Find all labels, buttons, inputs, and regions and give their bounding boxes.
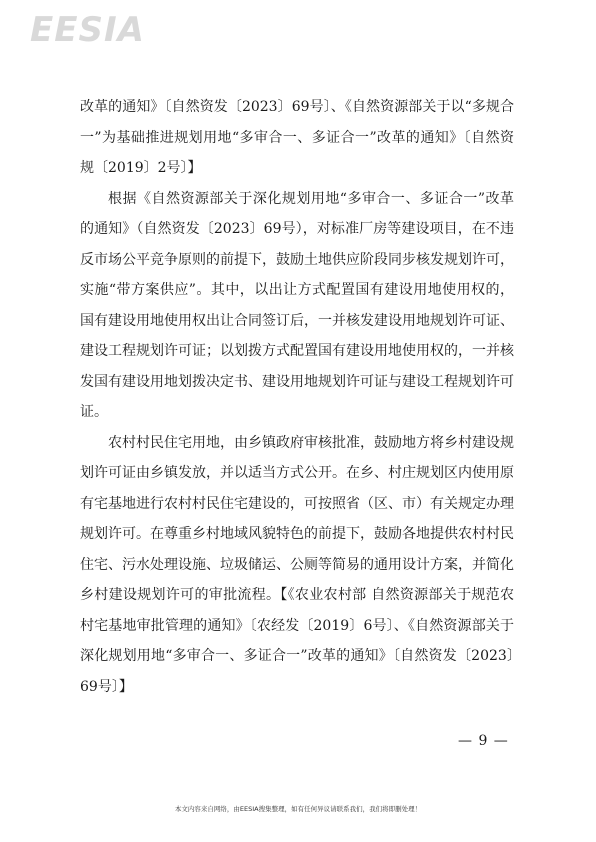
paragraph-2: 根据《自然资源部关于深化规划用地“多审合一、多证合一”改革的通知》（自然资发〔2023〕69号），对标准厂房等建设项目，在不违反市场公平竞争原则的前提下，鼓励土地供应阶段同步核发规划许可，实施“带方案供应”。其中，以出让方式配置国有建设用地使用权的，国有建设用地使用权出让合同签订后，一并核发建设用地规划许可证、建设工程规划许可证；以划拨方式配置国有建设用地使用权的，一并核发国有建设用地划拨决定书、建设用地规划许可证与建设工程规划许可证。 [80, 190, 514, 420]
footer-notice: 本文内容来自网络，由EESIA搜集整理，如有任何异议请联系我们，我们将即删处理！ [174, 805, 422, 813]
page-number: — 9 — [458, 733, 509, 749]
eesia-watermark-logo: EESIA [30, 10, 145, 50]
paragraph-1: 改革的通知》〔自然资发〔2023〕69号〕、《自然资源部关于以“多规合一”为基础推进规划用地“多审合一、多证合一”改革的通知》〔自然资规〔2019〕2号〕】 [80, 99, 514, 176]
paragraph-3: 农村村民住宅用地，由乡镇政府审核批准，鼓励地方将乡村建设规划许可证由乡镇发放，并以适当方式公开。在乡、村庄规划区内使用原有宅基地进行农村村民住宅建设的，可按照省（区、市）有关规定办理规划许可。在尊重乡村地域风貌特色的前提下，鼓励各地提供农村村民住宅、污水处理设施、垃圾储运、公厕等简易的通用设计方案，并简化乡村建设规划许可的审批流程。【《农业农村部 自然资源部关于规范农村宅基地审批管理的通知》〔农经发〔2019〕6号〕、《自然资源部关于深化规划用地“多审合一、多证合一”改革的通知》〔自然资发〔2023〕69号〕】 [80, 434, 514, 695]
document-body [80, 92, 514, 702]
